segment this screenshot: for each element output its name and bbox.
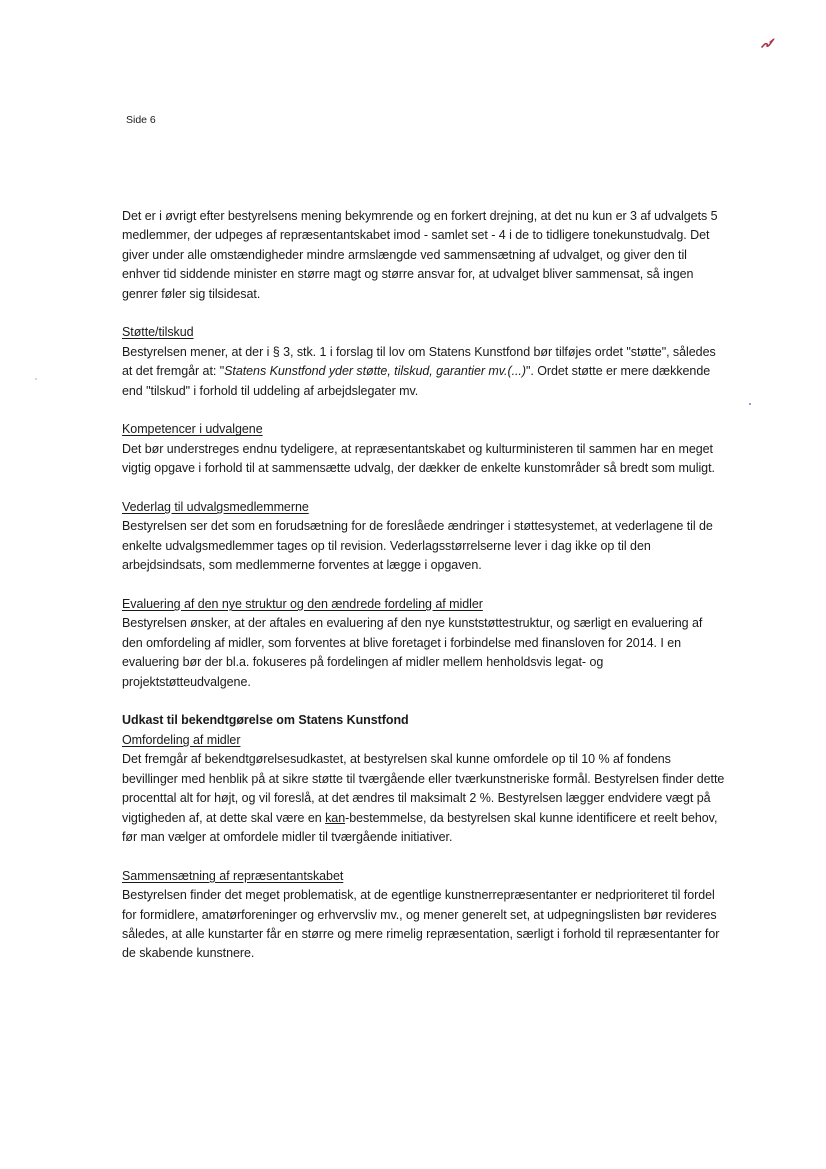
intro-paragraph: Det er i øvrigt efter bestyrelsens mening bekymrende og en forkert drejning, at det nu kun er 3 af udvalgets 5 medlemmer, der udpeges af repræsentantskabet imod - samlet set - 4 i de to tidligere tonekunstudvalg. Det giver under alle omstændigheder mindre armslængde ved sammensætning af udvalget, og giver den til enhver tid siddende minister en større magt og større ansvar for, at udvalget bliver sammensat, så ingen genrer føler sig tilsidesat.	[122, 209, 718, 301]
section-heading-evaluering: Evaluering af den nye struktur og den ændrede fordeling af midler	[122, 597, 483, 612]
section-text-stotte: Bestyrelsen mener, at der i § 3, stk. 1 i forslag til lov om Statens Kunstfond bør tilføjes ordet "støtte", således at det fremgår at: "Statens Kunstfond yder støtte, tilskud, garantier mv.(...)". Ordet støtte er mere dækkende end "tilskud" i forhold til uddeling af arbejdslegater mv.	[122, 344, 716, 398]
section-text-sammensaetning: Bestyrelsen finder det meget problematisk, at de egentlige kunstnerrepræsentanter er nedprioriteret til fordel for formidlere, amatørforeninger og erhvervsliv mv., og mener generelt set, at udpegningslisten bør revideres således, at alle kunstarter får en større og mere rimelig repræsentation, særligt i forhold til repræsentanter for de skabende kunstnere.	[122, 888, 720, 961]
section-heading-omfordeling: Omfordeling af midler	[122, 732, 241, 747]
section-heading-stotte: Støtte/tilskud	[122, 325, 194, 340]
section-evaluering	[122, 595, 726, 692]
section-sammensaetning	[122, 867, 726, 964]
scan-speck	[35, 378, 37, 380]
section-heading-vederlag: Vederlag til udvalgsmedlemmerne	[122, 500, 309, 515]
section-heading-sammensaetning: Sammensætning af repræsentantskabet	[122, 868, 344, 883]
section-text-vederlag: Bestyrelsen ser det som en forudsætning for de foreslåede ændringer i støttesystemet, at vederlagene til de enkelte udvalgsmedlemmer tages op til revision. Vederlagsstørrelserne lever i dag ikke op til den arbejdsindsats, som medlemmerne forventes at lægge i opgaven.	[122, 519, 713, 573]
section-vederlag	[122, 498, 726, 576]
main-heading-udkast: Udkast til bekendtgørelse om Statens Kunstfond	[122, 713, 409, 728]
handwritten-mark	[760, 36, 776, 50]
document-body	[122, 207, 726, 964]
section-text-evaluering: Bestyrelsen ønsker, at der aftales en evaluering af den nye kunststøttestruktur, og særligt en evaluering af den omfordeling af midler, som forventes at blive foretaget i forbindelse med finansloven for 2014. I en evaluering bør der bl.a. fokuseres på fordelingen af midler mellem henholdsvis legat- og projektstøtteudvalgene.	[122, 616, 703, 689]
section-heading-kompetencer: Kompetencer i udvalgene	[122, 422, 263, 437]
section-kompetencer	[122, 420, 726, 478]
section-stotte	[122, 323, 726, 401]
scan-speck	[749, 403, 751, 405]
page-number: Side 6	[126, 114, 156, 126]
section-udkast	[122, 711, 726, 847]
section-text-omfordeling: Det fremgår af bekendtgørelsesudkastet, at bestyrelsen skal kunne omfordele op til 10 % af fondens bevillinger med henblik på at sikre støtte til tværgående eller tværkunstneriske formål. Bestyrelsen finder dette procenttal alt for højt, og vil foreslå, at det ændres til maksimalt 2 %. Bestyrelsen lægger endvidere vægt på vigtigheden af, at dette skal være en kan-bestemmelse, da bestyrelsen skal kunne identificere et reelt behov, før man vælger at omfordele midler til tværgående initiativer.	[122, 752, 725, 844]
section-text-kompetencer: Det bør understreges endnu tydeligere, at repræsentantskabet og kulturministeren til sammen har en meget vigtig opgave i forhold til at sammensætte udvalg, der dækker de enkelte kunstområder så bredt som muligt.	[122, 441, 715, 476]
